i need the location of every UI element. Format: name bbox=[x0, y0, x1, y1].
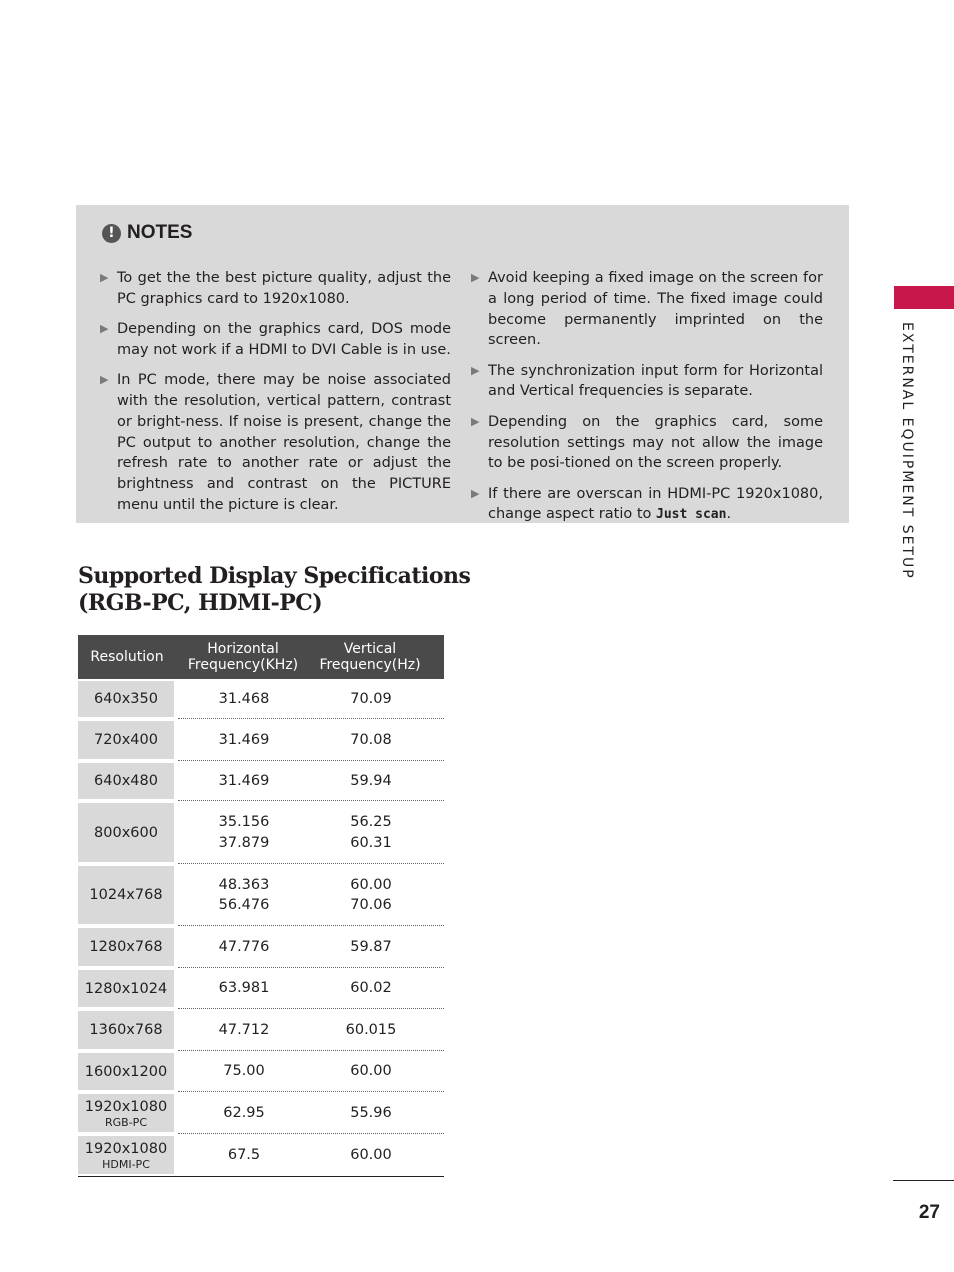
note-item: ▶ Depending on the graphics card, DOS mode may not work if a HDMI to DVI Cable is in use. bbox=[100, 321, 451, 358]
menu-term-just-scan: Just scan bbox=[656, 507, 727, 523]
cell-vertical-frequency: 70.08 bbox=[350, 731, 392, 748]
cell-horizontal-frequency: 62.95 bbox=[223, 1104, 265, 1121]
table-row bbox=[78, 864, 444, 926]
note-item: ▶ If there are overscan in HDMI-PC 1920x1080, change aspect ratio to Just scan. bbox=[471, 485, 823, 523]
cell-resolution: 640x480 bbox=[78, 763, 174, 799]
cell-resolution: 1600x1200 bbox=[78, 1053, 174, 1090]
header-horizontal: Horizontal Frequency(KHz) bbox=[187, 641, 299, 673]
notes-title: NOTES bbox=[127, 222, 193, 243]
triangle-bullet-icon: ▶ bbox=[471, 363, 480, 377]
section-tab-marker bbox=[894, 286, 954, 309]
note-item: ▶ In PC mode, there may be noise associated with the resolution, vertical pattern, contrast or bright-ness. If noise is present, change the PC output to another resolution, change the refresh rate to another rate or adjust the brightness and contrast on the PICTURE menu until the picture is clear. bbox=[100, 372, 451, 513]
exclamation-icon: ! bbox=[102, 224, 121, 243]
note-item: ▶ To get the the best picture quality, adjust the PC graphics card to 1920x1080. bbox=[100, 270, 451, 307]
display-spec-table bbox=[78, 635, 444, 1177]
table-row bbox=[78, 761, 444, 801]
cell-resolution: 1280x768 bbox=[78, 928, 174, 966]
page-number: 27 bbox=[918, 1202, 940, 1223]
cell-horizontal-frequency: 48.363 56.476 bbox=[218, 876, 270, 913]
triangle-bullet-icon: ▶ bbox=[100, 373, 109, 387]
table-bottom-rule bbox=[78, 1176, 444, 1177]
cell-resolution: 1920x1080 HDMI-PC bbox=[78, 1136, 174, 1174]
cell-resolution: 1280x1024 bbox=[78, 970, 174, 1007]
notes-heading bbox=[102, 221, 192, 245]
cell-vertical-frequency: 60.02 bbox=[350, 980, 392, 997]
table-row bbox=[78, 968, 444, 1009]
cell-vertical-frequency: 60.00 bbox=[350, 1063, 392, 1080]
cell-horizontal-frequency: 31.469 bbox=[218, 731, 270, 748]
cell-vertical-frequency: 60.015 bbox=[345, 1021, 397, 1038]
cell-vertical-frequency: 59.87 bbox=[350, 938, 392, 955]
cell-vertical-frequency: 59.94 bbox=[350, 772, 392, 789]
triangle-bullet-icon: ▶ bbox=[471, 414, 480, 428]
notes-right-column bbox=[470, 268, 823, 536]
cell-resolution: 1920x1080 RGB-PC bbox=[78, 1094, 174, 1132]
table-row bbox=[78, 719, 444, 761]
note-item: ▶ The synchronization input form for Horizontal and Vertical frequencies is separate. bbox=[471, 362, 823, 400]
cell-vertical-frequency: 60.00 bbox=[350, 1146, 392, 1163]
cell-resolution-note: HDMI-PC bbox=[102, 1157, 150, 1171]
table-row bbox=[78, 1009, 444, 1051]
section-title: Supported Display Specifications (RGB-PC, HDMI-PC) bbox=[78, 563, 471, 616]
notes-left-column bbox=[99, 268, 451, 525]
cell-resolution: 640x350 bbox=[78, 681, 174, 717]
cell-resolution: 720x400 bbox=[78, 721, 174, 759]
triangle-bullet-icon: ▶ bbox=[471, 486, 480, 500]
triangle-bullet-icon: ▶ bbox=[471, 271, 480, 284]
cell-resolution: 1024x768 bbox=[78, 866, 174, 924]
cell-vertical-frequency: 55.96 bbox=[350, 1104, 392, 1121]
note-item: ▶ Depending on the graphics card, some resolution settings may not allow the image to be posi-tioned on the screen properly. bbox=[471, 413, 823, 472]
cell-resolution-note: RGB-PC bbox=[105, 1115, 147, 1129]
table-row bbox=[78, 1134, 444, 1176]
header-resolution: Resolution bbox=[90, 649, 164, 665]
table-body bbox=[78, 679, 444, 1176]
cell-resolution: 800x600 bbox=[78, 803, 174, 862]
table-row bbox=[78, 1051, 444, 1092]
cell-horizontal-frequency: 63.981 bbox=[218, 980, 270, 997]
cell-horizontal-frequency: 75.00 bbox=[223, 1063, 265, 1080]
cell-horizontal-frequency: 47.776 bbox=[218, 938, 270, 955]
cell-vertical-frequency: 56.25 60.31 bbox=[350, 814, 392, 851]
cell-horizontal-frequency: 31.468 bbox=[218, 690, 270, 707]
footer-rule bbox=[893, 1180, 954, 1181]
cell-resolution: 1360x768 bbox=[78, 1011, 174, 1049]
cell-horizontal-frequency: 31.469 bbox=[218, 772, 270, 789]
cell-horizontal-frequency: 35.156 37.879 bbox=[218, 814, 270, 851]
triangle-bullet-icon: ▶ bbox=[100, 322, 109, 336]
section-side-label: EXTERNAL EQUIPMENT SETUP bbox=[899, 322, 915, 580]
note-item: ▶ Avoid keeping a fixed image on the screen for a long period of time. The fixed image could become permanently imprinted on the screen. bbox=[471, 270, 823, 349]
header-vertical: Vertical Frequency(Hz) bbox=[319, 641, 421, 673]
table-row bbox=[78, 679, 444, 719]
table-row bbox=[78, 926, 444, 968]
table-header bbox=[78, 635, 444, 679]
cell-vertical-frequency: 60.00 70.06 bbox=[350, 876, 392, 913]
table-row bbox=[78, 1092, 444, 1134]
triangle-bullet-icon: ▶ bbox=[100, 271, 109, 284]
table-row bbox=[78, 801, 444, 864]
cell-vertical-frequency: 70.09 bbox=[350, 690, 392, 707]
cell-horizontal-frequency: 47.712 bbox=[218, 1021, 270, 1038]
cell-horizontal-frequency: 67.5 bbox=[227, 1146, 261, 1163]
